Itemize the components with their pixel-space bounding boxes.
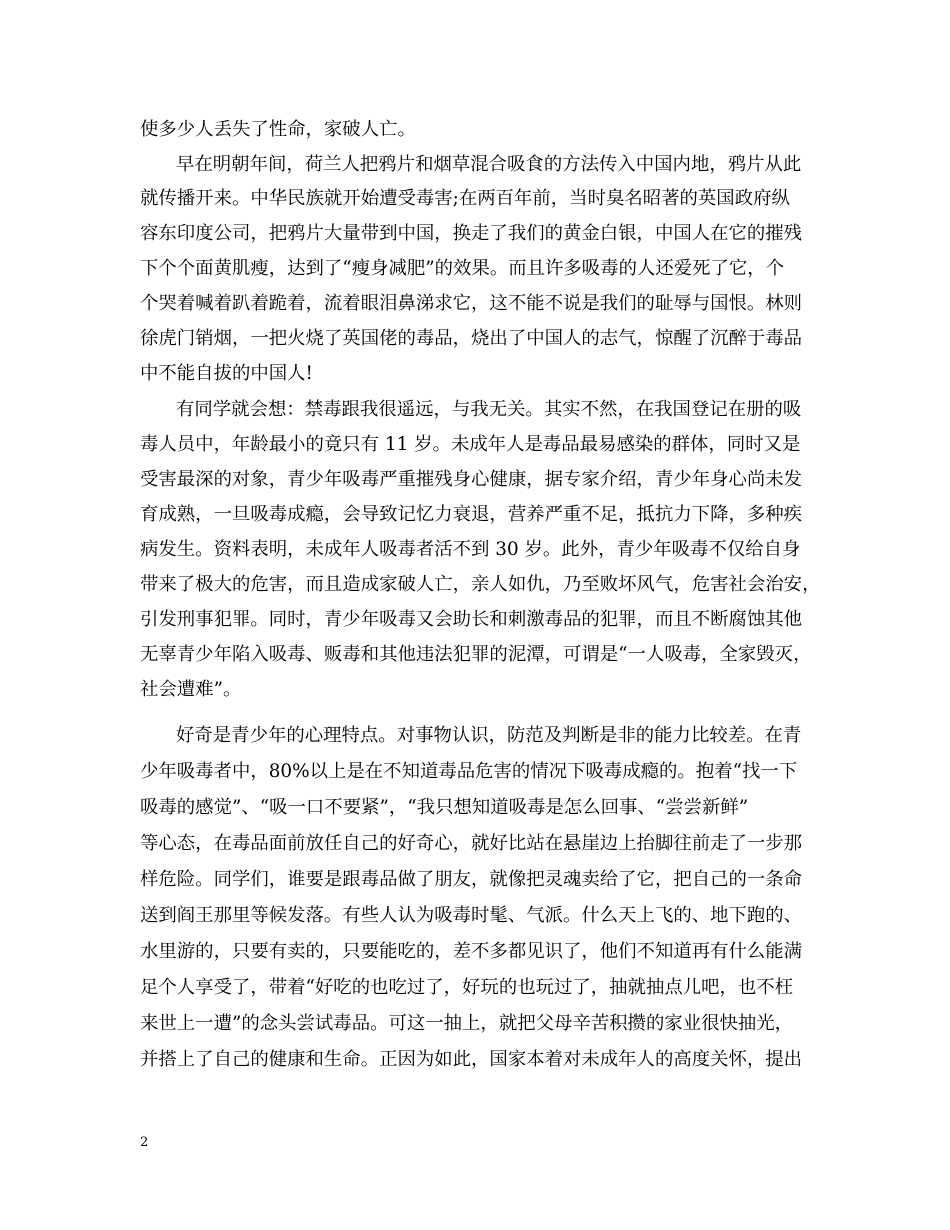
text-line-3: 就传播开来。中华民族就开始遭受毒害;在两百年前，当时臭名昭著的英国政府纵	[140, 188, 790, 209]
text-line-18: 好奇是青少年的心理特点。对事物认识，防范及判断是非的能力比较差。在青	[176, 725, 802, 746]
text-line-7: 徐虎门销烟，一把火烧了英国佬的毒品，烧出了中国人的志气，惊醒了沉醉于毒品	[140, 328, 803, 349]
text-line-13: 病发生。资料表明，未成年人吸毒者活不到 30 岁。此外，青少年吸毒不仅给自身	[140, 539, 801, 560]
text-line-23: 送到阎王那里等候发落。有些人认为吸毒时髦、气派。什么天上飞的、地下跑的、	[140, 905, 803, 926]
text-line-8: 中不能自拔的中国人!	[140, 363, 313, 384]
text-line-25: 足个人享受了，带着“好吃的也吃过了，好玩的也玩过了，抽就抽点儿吧，也不枉	[140, 977, 794, 998]
text-line-17: 社会遭难”。	[140, 679, 242, 700]
text-line-10: 毒人员中，年龄最小的竟只有 11 岁。未成年人是毒品最易感染的群体，同时又是	[140, 434, 801, 455]
text-line-22: 样危险。同学们，谁要是跟毒品做了朋友，就像把灵魂卖给了它，把自己的一条命	[140, 869, 803, 890]
text-line-16: 无辜青少年陷入吸毒、贩毒和其他违法犯罪的泥潭，可谓是“一人吸毒，全家毁灭，	[140, 644, 812, 665]
text-line-14: 带来了极大的危害，而且造成家破人亡，亲人如仇，乃至败坏风气，危害社会治安，	[140, 574, 821, 595]
text-line-26: 来世上一遭”的念头尝试毒品。可这一抽上，就把父母辛苦积攒的家业很快抽光，	[140, 1013, 794, 1034]
page-number: 2	[140, 1135, 149, 1150]
text-line-11: 受害最深的对象，青少年吸毒严重摧残身心健康，据专家介绍，青少年身心尚未发	[140, 469, 803, 490]
text-line-4: 容东印度公司，把鸦片大量带到中国，换走了我们的黄金白银，中国人在它的摧残	[140, 223, 803, 244]
text-line-9: 有同学就会想：禁毒跟我很遥远，与我无关。其实不然，在我国登记在册的吸	[176, 399, 802, 420]
text-line-15: 引发刑事犯罪。同时，青少年吸毒又会助长和刺激毒品的犯罪，而且不断腐蚀其他	[140, 609, 803, 630]
text-line-19: 少年吸毒者中，80%以上是在不知道毒品危害的情况下吸毒成瘾的。抱着“找一下	[140, 761, 798, 782]
text-line-2: 早在明朝年间，荷兰人把鸦片和烟草混合吸食的方法传入中国内地，鸦片从此	[176, 154, 802, 175]
text-line-27: 并搭上了自己的健康和生命。正因为如此，国家本着对未成年人的高度关怀，提出	[140, 1049, 803, 1070]
text-line-5: 下个个面黄肌瘦，达到了“瘦身减肥”的效果。而且许多吸毒的人还爱死了它，个	[140, 258, 785, 279]
text-line-6: 个哭着喊着趴着跪着，流着眼泪鼻涕求它，这不能不说是我们的耻辱与国恨。林则	[140, 293, 803, 314]
text-line-1: 使多少人丢失了性命，家破人亡。	[140, 119, 416, 140]
text-line-21: 等心态，在毒品面前放任自己的好奇心，就好比站在悬崖边上抬脚往前走了一步那	[140, 833, 803, 854]
text-line-20: 吸毒的感觉”、“吸一口不要紧”，“我只想知道吸毒是怎么回事、“尝尝新鲜”	[140, 797, 749, 818]
text-line-12: 育成熟，一旦吸毒成瘾，会导致记忆力衰退，营养严重不足，抵抗力下降，多种疾	[140, 504, 803, 525]
text-line-24: 水里游的，只要有卖的，只要能吃的，差不多都见识了，他们不知道再有什么能满	[140, 941, 803, 962]
